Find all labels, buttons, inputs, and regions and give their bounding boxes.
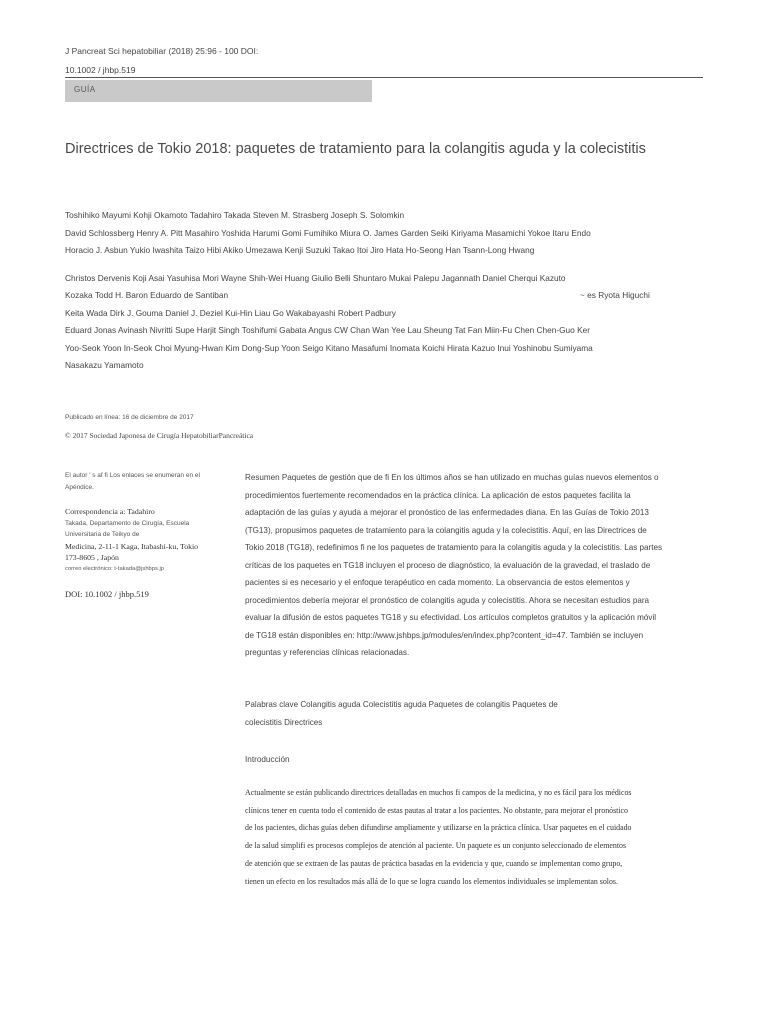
citation-doi[interactable]: 10.1002 / jhbp.519: [65, 65, 136, 75]
correspondence-address: Medicina, 2-11-1 Kaga, Itabashi-ku, Tokio: [65, 541, 199, 551]
publication-date: Publicado en línea: 16 de diciembre de 2017: [65, 414, 194, 421]
author-line: Nasakazu Yamamoto: [65, 360, 144, 370]
abstract: [245, 469, 705, 662]
header-rule: [65, 77, 703, 78]
keywords-line: Palabras clave Colangitis aguda Colecistitis aguda Paquetes de colangitis Paquetes de: [245, 700, 558, 709]
author-line: David Schlossberg Henry A. Pitt Masahiro Yoshida Harumi Gomi Fumihiko Miura O. James Garden Seiki Kiriyama Masamichi Yokoe Itaru Endo: [65, 227, 591, 238]
abstract-line: Resumen Paquetes de gestión que de fi En los últimos años se han utilizado en muchas guías nuevos elementos o: [245, 473, 659, 482]
introduction-line: de atención que se extraen de las pautas de práctica basadas en la evidencia y que, cuando se implementan como grupo,: [245, 858, 623, 868]
article-sidebar: [65, 470, 230, 601]
article-doi[interactable]: DOI: 10.1002 / jhbp.519: [65, 589, 149, 599]
abstract-line: procedimientos fuertemente recomendados en la práctica clínica. La aplicación de estos paquetes facilita la: [245, 490, 631, 500]
keywords: [245, 696, 605, 731]
introduction-line: Actualmente se están publicando directrices detalladas en muchos fi campos de la medicina, y no es fácil para los médicos: [245, 788, 632, 797]
abstract-line: pacientes si es necesario y el enfoque terapéutico en cada momento. La observancia de estos elementos y: [245, 578, 630, 587]
abstract-line: preguntas y referencias clínicas relacionadas.: [245, 648, 410, 657]
keywords-line: colecistitis Directrices: [245, 717, 323, 727]
correspondence-address: 173-8605 , Japón: [65, 553, 119, 562]
abstract-line: críticas de los paquetes en TG18 incluyen el proceso de diagnóstico, la evaluación de la gravedad, el traslado de: [245, 560, 651, 570]
copyright-notice: © 2017 Sociedad Japonesa de Cirugía HepatobiliarPancreática: [65, 431, 254, 440]
correspondence-address: Takada, Departamento de Cirugía, Escuela: [65, 519, 190, 527]
correspondence-address: Universitaria de Teikyo de: [65, 531, 140, 538]
section-label: GUÍA: [74, 85, 96, 94]
introduction-body: [245, 784, 710, 890]
abstract-line: evaluar la difusión de estos paquetes TG18 y su efectividad. Los artículos completos gratuitos y la aplicación móvil: [245, 613, 657, 622]
author-line: Toshihiko Mayumi Kohji Okamoto Tadahiro Takada Steven M. Strasberg Joseph S. Solomkin: [65, 210, 405, 220]
affiliation-note: El autor ' s af fi Los enlaces se enumeran en el Apéndice.: [65, 472, 200, 491]
author-list: [65, 207, 705, 375]
correspondence-label: Correspondencia a: Tadahiro: [65, 507, 155, 516]
section-banner: [65, 80, 372, 102]
author-line-right: ~ es Ryota Higuchi: [580, 290, 650, 300]
abstract-line: Tokio 2018 (TG18), redefinimos fi ne los paquetes de tratamiento para la colangitis aguda y la colecistitis. Las partes: [245, 543, 663, 552]
correspondence-email[interactable]: correo electrónico: t-takada@jshbps.jp: [65, 565, 165, 572]
paper-title: Directrices de Tokio 2018: paquetes de tratamiento para la colangitis aguda y la colecistitis: [65, 141, 646, 157]
introduction-line: tienen un efecto en los resultados más allá de lo que se logra cuando los elementos individuales se implementan solos.: [245, 876, 618, 886]
author-line: Eduard Jonas Avinash Nivritti Supe Harjit Singh Toshifumi Gabata Angus CW Chan Wan Yee Lau Sheung Tat Fan Miin-Fu Chen Chen-Guo Ker: [65, 325, 590, 335]
citation-line-1: J Pancreat Sci hepatobiliar (2018) 25:96 - 100 DOI:: [65, 46, 259, 56]
author-line: Horacio J. Asbun Yukio Iwashita Taizo Hibi Akiko Umezawa Kenji Suzuki Takao Itoi Jiro Hata Ho-Seong Han Tsann-Long Hwang: [65, 245, 535, 255]
author-line: Christos Dervenis Koji Asai Yasuhisa Mori Wayne Shih-Wei Huang Giulio Belli Shuntaro Mukai Palepu Jagannath Daniel Cherqui Kazuto: [65, 272, 566, 283]
author-line-left: Kozaka Todd H. Baron Eduardo de Santiban: [65, 290, 229, 300]
author-line: Keita Wada Dirk J. Gouma Daniel J. Deziel Kui-Hin Liau Go Wakabayashi Robert Padbury: [65, 307, 396, 318]
abstract-line: de TG18 están disponibles en: http://www.jshbps.jp/modules/en/index.php?content_id=47. También se incluyen: [245, 630, 644, 640]
introduction-line: clínicos tener en cuenta todo el contenido de estas pautas al tratar a los pacientes. No obstante, para mejorar el pronóstico: [245, 805, 628, 815]
author-line: Yoo-Seok Yoon In-Seok Choi Myung-Hwan Kim Dong-Sup Yoon Seigo Kitano Masafumi Inomata Koichi Hirata Kazuo Inui Yoshinobu Sumiyama: [65, 342, 593, 353]
introduction-line: de los pacientes, dichas guías deben difundirse ampliamente y utilizarse en la práctica clínica. Usar paquetes en el cuidado: [245, 823, 632, 833]
journal-citation: [65, 42, 325, 80]
author-line: [65, 287, 705, 305]
introduction-heading: Introducción: [245, 755, 290, 764]
abstract-line: (TG13), propusimos paquetes de tratamiento para la colangitis aguda y la colecistitis. Aquí, en las Directrices de: [245, 525, 647, 535]
abstract-line: procedimientos debería mejorar el pronóstico de colangitis aguda y colecistitis. Ahora se necesitan estudios para: [245, 595, 650, 605]
abstract-line: adaptación de las guías y ayuda a mejorar el pronóstico de las enfermedades diana. En las Guías de Tokio 2013: [245, 508, 649, 517]
introduction-line: de la salud simplifi es procesos complejos de atención al paciente. Un paquete es un conjunto seleccionado de elementos: [245, 841, 627, 851]
